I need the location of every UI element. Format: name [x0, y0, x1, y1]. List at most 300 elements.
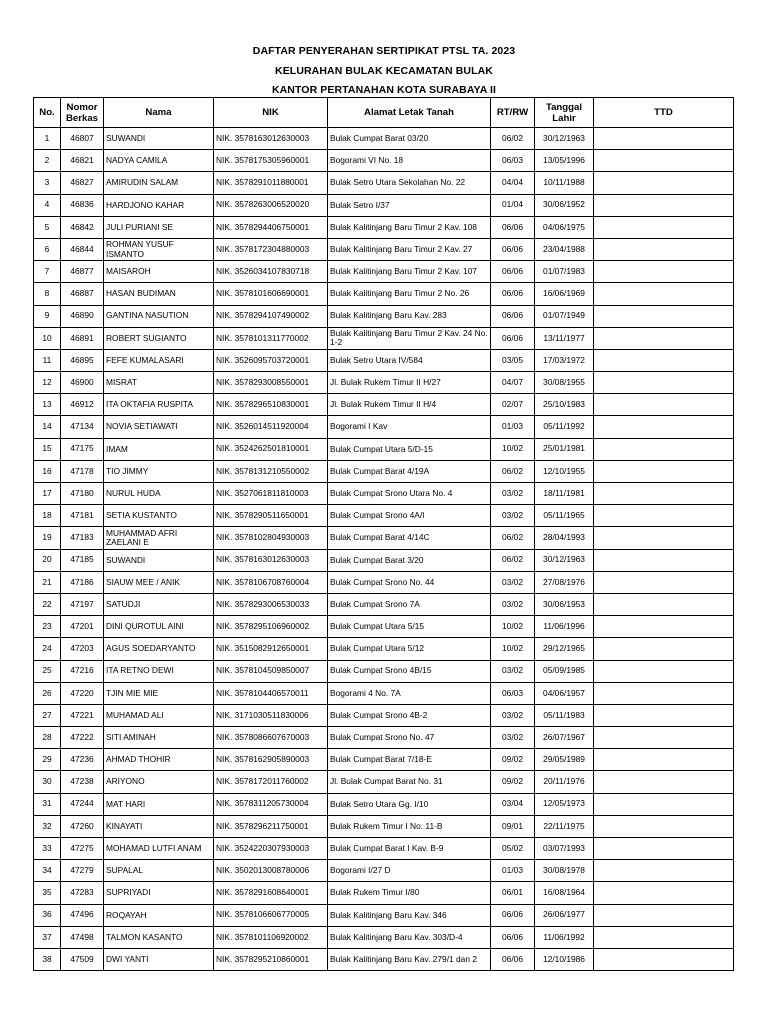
cell-alamat: Bulak Kalitinjang Baru Timur 2 Kav. 107	[328, 261, 491, 283]
cell-nama: IMAM	[104, 438, 214, 460]
cell-rt-rw: 05/02	[491, 838, 535, 860]
cell-nik: NIK. 3578162905890003	[214, 749, 328, 771]
cell-nik: NIK. 3578311205730004	[214, 793, 328, 815]
cell-nomor-berkas: 47238	[61, 771, 104, 793]
cell-rt-rw: 03/02	[491, 660, 535, 682]
cell-nomor-berkas: 47180	[61, 483, 104, 505]
cell-alamat: Bogorami I Kav	[328, 416, 491, 438]
cell-nomor-berkas: 47275	[61, 838, 104, 860]
cell-tanggal-lahir: 30/12/1963	[535, 128, 594, 150]
cell-nik: NIK. 3578101106920002	[214, 926, 328, 948]
table-row	[34, 948, 734, 970]
cell-nomor-berkas: 46842	[61, 216, 104, 238]
table-row	[34, 793, 734, 815]
header-no: No.	[34, 98, 61, 128]
cell-tanggal-lahir: 25/10/1983	[535, 394, 594, 416]
cell-nik: NIK. 3578101606690001	[214, 283, 328, 305]
cell-ttd[interactable]	[594, 660, 734, 682]
cell-ttd[interactable]	[594, 815, 734, 837]
cell-no: 11	[34, 349, 61, 371]
cell-ttd[interactable]	[594, 460, 734, 482]
cell-ttd[interactable]	[594, 483, 734, 505]
cell-nomor-berkas: 46891	[61, 327, 104, 349]
cell-ttd[interactable]	[594, 194, 734, 216]
cell-rt-rw: 10/02	[491, 438, 535, 460]
cell-nik: NIK. 3578291011880001	[214, 172, 328, 194]
cell-no: 28	[34, 727, 61, 749]
header-rt-rw: RT/RW	[491, 98, 535, 128]
cell-nomor-berkas: 46895	[61, 349, 104, 371]
cell-nik: NIK. 3171030511830006	[214, 704, 328, 726]
table-row	[34, 261, 734, 283]
cell-nama: ROQAYAH	[104, 904, 214, 926]
cell-nama: SETIA KUSTANTO	[104, 505, 214, 527]
cell-nik: NIK. 3526034107830718	[214, 261, 328, 283]
table-row	[34, 593, 734, 615]
cell-rt-rw: 03/04	[491, 793, 535, 815]
cell-no: 31	[34, 793, 61, 815]
cell-nik: NIK. 3524220307930003	[214, 838, 328, 860]
cell-nama: GANTINA NASUTION	[104, 305, 214, 327]
cell-alamat: Bulak Cumpat Utara 5/D-15	[328, 438, 491, 460]
cell-nik: NIK. 3578295106960002	[214, 616, 328, 638]
document-title: DAFTAR PENYERAHAN SERTIPIKAT PTSL TA. 2023	[252, 45, 516, 57]
cell-rt-rw: 06/06	[491, 283, 535, 305]
table-row	[34, 704, 734, 726]
table-row	[34, 682, 734, 704]
table-row	[34, 660, 734, 682]
cell-tanggal-lahir: 22/11/1975	[535, 815, 594, 837]
cell-no: 21	[34, 571, 61, 593]
cell-nik: NIK. 3578293008550001	[214, 372, 328, 394]
cell-rt-rw: 03/02	[491, 704, 535, 726]
cell-rt-rw: 06/06	[491, 327, 535, 349]
cell-rt-rw: 01/03	[491, 860, 535, 882]
cell-nomor-berkas: 47221	[61, 704, 104, 726]
cell-nama: SIAUW MEE / ANIK	[104, 571, 214, 593]
cell-nik: NIK. 3578102804930003	[214, 527, 328, 549]
cell-alamat: Bulak Cumpat Srono 4B-2	[328, 704, 491, 726]
cell-ttd[interactable]	[594, 682, 734, 704]
table-row	[34, 394, 734, 416]
cell-rt-rw: 06/02	[491, 460, 535, 482]
table-row	[34, 372, 734, 394]
cell-alamat: Bulak Cumpat Srono Utara No. 4	[328, 483, 491, 505]
cell-ttd[interactable]	[594, 860, 734, 882]
cell-rt-rw: 03/02	[491, 593, 535, 615]
cell-rt-rw: 06/06	[491, 904, 535, 926]
cell-alamat: Bogorami 4 No. 7A	[328, 682, 491, 704]
cell-nomor-berkas: 46821	[61, 150, 104, 172]
table-row	[34, 815, 734, 837]
cell-nik: NIK. 3578101311770002	[214, 327, 328, 349]
cell-nomor-berkas: 46877	[61, 261, 104, 283]
cell-ttd[interactable]	[594, 172, 734, 194]
table-row	[34, 527, 734, 549]
cell-no: 26	[34, 682, 61, 704]
table-row	[34, 904, 734, 926]
cell-ttd[interactable]	[594, 904, 734, 926]
cell-alamat: Bulak Kalitinjang Baru Kav. 303/D-4	[328, 926, 491, 948]
cell-nik: NIK. 3502013008780006	[214, 860, 328, 882]
cell-tanggal-lahir: 05/11/1965	[535, 505, 594, 527]
cell-tanggal-lahir: 10/11/1988	[535, 172, 594, 194]
cell-rt-rw: 03/02	[491, 483, 535, 505]
cell-nama: ARIYONO	[104, 771, 214, 793]
cell-alamat: Bulak Kalitinjang Baru Timur 2 Kav. 27	[328, 238, 491, 260]
cell-nomor-berkas: 47283	[61, 882, 104, 904]
cell-no: 9	[34, 305, 61, 327]
cell-no: 30	[34, 771, 61, 793]
cell-nik: NIK. 3578131210550002	[214, 460, 328, 482]
cell-nomor-berkas: 46912	[61, 394, 104, 416]
cell-ttd[interactable]	[594, 948, 734, 970]
cell-ttd[interactable]	[594, 549, 734, 571]
table-row	[34, 616, 734, 638]
cell-alamat: Bulak Rukem Timur I No. 11-B	[328, 815, 491, 837]
cell-nomor-berkas: 47260	[61, 815, 104, 837]
cell-nama: TIO JIMMY	[104, 460, 214, 482]
cell-nama: ITA OKTAFIA RUSPITA	[104, 394, 214, 416]
cell-rt-rw: 09/02	[491, 749, 535, 771]
cell-nama: ROHMAN YUSUF ISMANTO	[104, 238, 214, 260]
header-nama: Nama	[104, 98, 214, 128]
cell-nik: NIK. 3578296510830001	[214, 394, 328, 416]
cell-rt-rw: 10/02	[491, 616, 535, 638]
cell-tanggal-lahir: 11/06/1996	[535, 616, 594, 638]
cell-nik: NIK. 3578293006530033	[214, 593, 328, 615]
cell-nomor-berkas: 47197	[61, 593, 104, 615]
cell-rt-rw: 06/06	[491, 216, 535, 238]
cell-nama: TJIN MIE MIE	[104, 682, 214, 704]
cell-no: 24	[34, 638, 61, 660]
table-row	[34, 172, 734, 194]
cell-alamat: Bulak Setro Utara Gg. I/10	[328, 793, 491, 815]
cell-ttd[interactable]	[594, 571, 734, 593]
cell-no: 10	[34, 327, 61, 349]
cell-nomor-berkas: 47496	[61, 904, 104, 926]
cell-tanggal-lahir: 20/11/1976	[535, 771, 594, 793]
table-row	[34, 505, 734, 527]
cell-ttd[interactable]	[594, 505, 734, 527]
cell-nik: NIK. 3578106606770005	[214, 904, 328, 926]
cell-rt-rw: 06/06	[491, 261, 535, 283]
header-nomor-berkas: Nomor Berkas	[61, 98, 104, 128]
cell-ttd[interactable]	[594, 349, 734, 371]
cell-nik: NIK. 3578290511650001	[214, 505, 328, 527]
cell-no: 34	[34, 860, 61, 882]
cell-alamat: Jl. Bulak Rukem Timur II H/27	[328, 372, 491, 394]
cell-ttd[interactable]	[594, 394, 734, 416]
cell-rt-rw: 06/06	[491, 305, 535, 327]
table-row	[34, 305, 734, 327]
table-row	[34, 128, 734, 150]
cell-rt-rw: 02/07	[491, 394, 535, 416]
cell-nama: MISRAT	[104, 372, 214, 394]
cell-nomor-berkas: 47244	[61, 793, 104, 815]
cell-nomor-berkas: 47183	[61, 527, 104, 549]
cell-tanggal-lahir: 28/04/1993	[535, 527, 594, 549]
cell-no: 7	[34, 261, 61, 283]
cell-nomor-berkas: 47185	[61, 549, 104, 571]
table-row	[34, 838, 734, 860]
cell-no: 23	[34, 616, 61, 638]
table-row	[34, 416, 734, 438]
table-row	[34, 438, 734, 460]
cell-ttd[interactable]	[594, 793, 734, 815]
cell-nama: SUPRIYADI	[104, 882, 214, 904]
cell-nomor-berkas: 47181	[61, 505, 104, 527]
cell-nama: NADYA CAMILA	[104, 150, 214, 172]
cell-nama: KINAYATI	[104, 815, 214, 837]
cell-no: 38	[34, 948, 61, 970]
cell-ttd[interactable]	[594, 838, 734, 860]
cell-ttd[interactable]	[594, 327, 734, 349]
cell-no: 4	[34, 194, 61, 216]
cell-nik: NIK. 3515082912650001	[214, 638, 328, 660]
cell-nama: SITI AMINAH	[104, 727, 214, 749]
cell-ttd[interactable]	[594, 593, 734, 615]
cell-no: 14	[34, 416, 61, 438]
cell-nomor-berkas: 47216	[61, 660, 104, 682]
cell-nik: NIK. 3578294107490002	[214, 305, 328, 327]
cell-alamat: Bulak Cumpat Utara 5/15	[328, 616, 491, 638]
cell-alamat: Bulak Cumpat Utara 5/12	[328, 638, 491, 660]
cell-nama: MUHAMAD ALI	[104, 704, 214, 726]
cell-nomor-berkas: 46887	[61, 283, 104, 305]
cell-tanggal-lahir: 18/11/1981	[535, 483, 594, 505]
header-nik: NIK	[214, 98, 328, 128]
cell-alamat: Jl. Bulak Rukem Timur II H/4	[328, 394, 491, 416]
cell-ttd[interactable]	[594, 771, 734, 793]
cell-nomor-berkas: 46900	[61, 372, 104, 394]
cell-tanggal-lahir: 29/05/1989	[535, 749, 594, 771]
cell-nomor-berkas: 46890	[61, 305, 104, 327]
cell-rt-rw: 06/06	[491, 948, 535, 970]
cell-tanggal-lahir: 29/12/1965	[535, 638, 594, 660]
cell-rt-rw: 04/04	[491, 172, 535, 194]
table-row	[34, 349, 734, 371]
cell-ttd[interactable]	[594, 305, 734, 327]
table-row	[34, 549, 734, 571]
table-row	[34, 571, 734, 593]
cell-tanggal-lahir: 12/05/1973	[535, 793, 594, 815]
cell-nomor-berkas: 47509	[61, 948, 104, 970]
cell-nama: HASAN BUDIMAN	[104, 283, 214, 305]
cell-tanggal-lahir: 01/07/1949	[535, 305, 594, 327]
cell-nik: NIK. 3578294406750001	[214, 216, 328, 238]
cell-nomor-berkas: 46807	[61, 128, 104, 150]
cell-nomor-berkas: 47222	[61, 727, 104, 749]
cell-nik: NIK. 3578291608640001	[214, 882, 328, 904]
table-header-row	[34, 98, 734, 128]
cell-ttd[interactable]	[594, 926, 734, 948]
cell-no: 33	[34, 838, 61, 860]
cell-rt-rw: 06/01	[491, 882, 535, 904]
cell-tanggal-lahir: 11/06/1992	[535, 926, 594, 948]
cell-ttd[interactable]	[594, 416, 734, 438]
cell-rt-rw: 06/02	[491, 549, 535, 571]
table-row	[34, 926, 734, 948]
cell-alamat: Bulak Cumpat Barat 03/20	[328, 128, 491, 150]
cell-nik: NIK. 3578172304880003	[214, 238, 328, 260]
cell-nomor-berkas: 46844	[61, 238, 104, 260]
cell-nomor-berkas: 46836	[61, 194, 104, 216]
cell-no: 27	[34, 704, 61, 726]
cell-nama: TALMON KASANTO	[104, 926, 214, 948]
cell-ttd[interactable]	[594, 638, 734, 660]
header-alamat: Alamat Letak Tanah	[328, 98, 491, 128]
table-row	[34, 483, 734, 505]
cell-alamat: Bulak Cumpat Srono No. 44	[328, 571, 491, 593]
cell-no: 25	[34, 660, 61, 682]
cell-tanggal-lahir: 03/07/1993	[535, 838, 594, 860]
header-tanggal-lahir: Tanggal Lahir	[535, 98, 594, 128]
cell-rt-rw: 10/02	[491, 638, 535, 660]
cell-no: 20	[34, 549, 61, 571]
cell-rt-rw: 06/03	[491, 150, 535, 172]
cell-alamat: Bulak Kalitinjang Baru Kav. 346	[328, 904, 491, 926]
cell-nik: NIK. 3578163012630003	[214, 549, 328, 571]
cell-ttd[interactable]	[594, 727, 734, 749]
cell-rt-rw: 01/03	[491, 416, 535, 438]
cell-ttd[interactable]	[594, 882, 734, 904]
cell-tanggal-lahir: 12/10/1955	[535, 460, 594, 482]
table-row	[34, 727, 734, 749]
cell-nama: SUWANDI	[104, 549, 214, 571]
cell-alamat: Bulak Cumpat Srono 4B/15	[328, 660, 491, 682]
table-row	[34, 860, 734, 882]
cell-alamat: Bulak Cumpat Srono No. 47	[328, 727, 491, 749]
cell-ttd[interactable]	[594, 150, 734, 172]
cell-no: 18	[34, 505, 61, 527]
cell-tanggal-lahir: 04/06/1957	[535, 682, 594, 704]
cell-nama: AGUS SOEDARYANTO	[104, 638, 214, 660]
cell-ttd[interactable]	[594, 128, 734, 150]
cell-alamat: Bulak Cumpat Barat I Kav. B-9	[328, 838, 491, 860]
document-subtitle-kelurahan: KELURAHAN BULAK KECAMATAN BULAK	[275, 64, 493, 77]
table-row	[34, 882, 734, 904]
cell-ttd[interactable]	[594, 238, 734, 260]
cell-no: 12	[34, 372, 61, 394]
cell-ttd[interactable]	[594, 616, 734, 638]
cell-nik: NIK. 3526095703720001	[214, 349, 328, 371]
cell-ttd[interactable]	[594, 283, 734, 305]
cell-nama: MAISAROH	[104, 261, 214, 283]
cell-ttd[interactable]	[594, 261, 734, 283]
cell-tanggal-lahir: 05/11/1983	[535, 704, 594, 726]
cell-nomor-berkas: 46827	[61, 172, 104, 194]
cell-tanggal-lahir: 30/06/1952	[535, 194, 594, 216]
cell-nomor-berkas: 47201	[61, 616, 104, 638]
cell-no: 35	[34, 882, 61, 904]
cell-alamat: Bulak Kalitinjang Baru Timur 2 Kav. 108	[328, 216, 491, 238]
cell-tanggal-lahir: 26/07/1967	[535, 727, 594, 749]
cell-no: 16	[34, 460, 61, 482]
table-row	[34, 638, 734, 660]
cell-alamat: Bulak Cumpat Barat 4/19A	[328, 460, 491, 482]
cell-tanggal-lahir: 01/07/1983	[535, 261, 594, 283]
cell-rt-rw: 03/02	[491, 727, 535, 749]
cell-no: 22	[34, 593, 61, 615]
cell-rt-rw: 06/06	[491, 238, 535, 260]
cell-nama: NURUL HUDA	[104, 483, 214, 505]
cell-alamat: Bulak Kalitinjang Baru Kav. 283	[328, 305, 491, 327]
document-header	[0, 42, 768, 101]
cell-ttd[interactable]	[594, 704, 734, 726]
cell-nik: NIK. 3578296211750001	[214, 815, 328, 837]
table-body	[34, 128, 734, 971]
cell-no: 19	[34, 527, 61, 549]
cell-nik: NIK. 3578104406570011	[214, 682, 328, 704]
cell-tanggal-lahir: 23/04/1988	[535, 238, 594, 260]
cell-no: 1	[34, 128, 61, 150]
cell-alamat: Bulak Setro Utara IV/584	[328, 349, 491, 371]
cell-ttd[interactable]	[594, 372, 734, 394]
cell-nomor-berkas: 47203	[61, 638, 104, 660]
cell-nomor-berkas: 47178	[61, 460, 104, 482]
cell-rt-rw: 06/06	[491, 926, 535, 948]
cell-alamat: Bogorami VI No. 18	[328, 150, 491, 172]
cell-alamat: Bulak Setro Utara Sekolahan No. 22	[328, 172, 491, 194]
cell-nik: NIK. 3578086607670003	[214, 727, 328, 749]
cell-rt-rw: 09/01	[491, 815, 535, 837]
cell-nama: SUWANDI	[104, 128, 214, 150]
handover-table	[33, 97, 734, 971]
cell-ttd[interactable]	[594, 749, 734, 771]
cell-alamat: Bulak Cumpat Srono 7A	[328, 593, 491, 615]
cell-no: 29	[34, 749, 61, 771]
cell-alamat: Bulak Cumpat Barat 7/18-E	[328, 749, 491, 771]
cell-nama: SATUDJI	[104, 593, 214, 615]
cell-rt-rw: 04/07	[491, 372, 535, 394]
cell-nama: AHMAD THOHIR	[104, 749, 214, 771]
cell-rt-rw: 06/03	[491, 682, 535, 704]
cell-nama: ROBERT SUGIANTO	[104, 327, 214, 349]
cell-rt-rw: 06/02	[491, 128, 535, 150]
cell-nik: NIK. 3578172011760002	[214, 771, 328, 793]
cell-nomor-berkas: 47134	[61, 416, 104, 438]
cell-nomor-berkas: 47186	[61, 571, 104, 593]
cell-ttd[interactable]	[594, 216, 734, 238]
cell-rt-rw: 06/02	[491, 527, 535, 549]
cell-tanggal-lahir: 30/06/1953	[535, 593, 594, 615]
cell-no: 15	[34, 438, 61, 460]
cell-rt-rw: 01/04	[491, 194, 535, 216]
cell-alamat: Bulak Kalitinjang Baru Kav. 279/1 dan 2	[328, 948, 491, 970]
cell-nomor-berkas: 47220	[61, 682, 104, 704]
cell-nama: JULI PURIANI SE	[104, 216, 214, 238]
cell-no: 5	[34, 216, 61, 238]
cell-ttd[interactable]	[594, 438, 734, 460]
table-row	[34, 216, 734, 238]
document-subtitle-kantor: KANTOR PERTANAHAN KOTA SURABAYA II	[271, 84, 497, 96]
cell-alamat: Bulak Rukem Timur I/80	[328, 882, 491, 904]
cell-rt-rw: 03/05	[491, 349, 535, 371]
cell-rt-rw: 03/02	[491, 571, 535, 593]
cell-no: 2	[34, 150, 61, 172]
cell-ttd[interactable]	[594, 527, 734, 549]
table-row	[34, 194, 734, 216]
cell-no: 17	[34, 483, 61, 505]
cell-alamat: Bulak Kalitinjang Baru Timur 2 No. 26	[328, 283, 491, 305]
table-row	[34, 150, 734, 172]
cell-nik: NIK. 3527061811810003	[214, 483, 328, 505]
cell-nik: NIK. 3578263006520020	[214, 194, 328, 216]
cell-nik: NIK. 3526014511920004	[214, 416, 328, 438]
cell-rt-rw: 03/02	[491, 505, 535, 527]
cell-no: 6	[34, 238, 61, 260]
